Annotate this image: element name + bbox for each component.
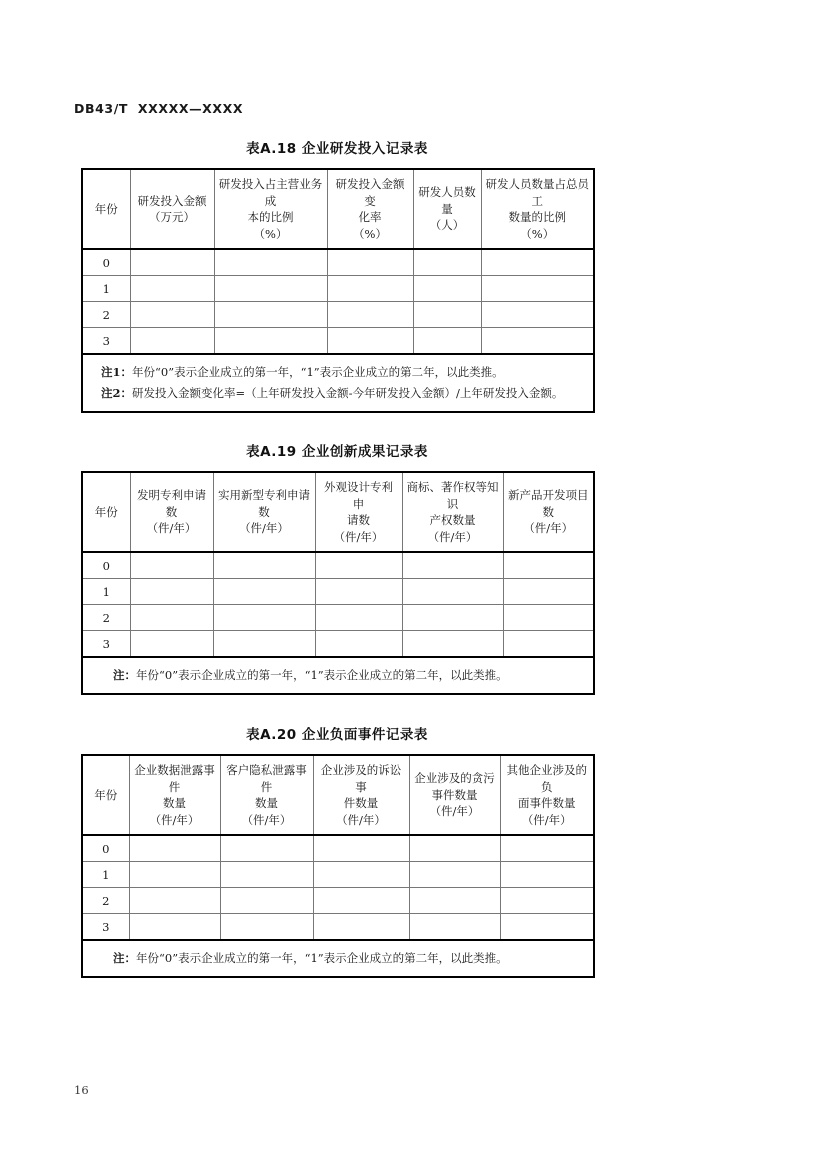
cell-input[interactable] [503,579,594,605]
col-header-rd-staff-ratio: 研发人员数量占总员工 数量的比例 （%） [481,169,594,249]
cell-input[interactable] [500,862,594,888]
table-a20-footer [82,940,594,977]
cell-year: 1 [82,579,130,605]
cell-input[interactable] [327,249,413,276]
cell-input[interactable] [409,888,500,914]
cell-input[interactable] [327,276,413,302]
cell-input[interactable] [315,631,402,658]
cell-input[interactable] [503,605,594,631]
cell-input[interactable] [130,302,214,328]
cell-input[interactable] [313,862,409,888]
cell-input[interactable] [313,835,409,862]
table-a20-header [82,755,594,835]
cell-input[interactable] [413,328,481,355]
note-line: 注2：研发投入金额变化率=（上年研发投入金额-今年研发投入金额）/上年研发投入金额。 [101,386,564,400]
cell-input[interactable] [313,914,409,941]
cell-input[interactable] [500,835,594,862]
cell-input[interactable] [409,835,500,862]
cell-input[interactable] [220,914,313,941]
cell-input[interactable] [402,631,503,658]
cell-year: 3 [82,328,130,355]
table-row [82,552,594,579]
cell-input[interactable] [214,249,327,276]
cell-input[interactable] [500,888,594,914]
col-header-litigation-events: 企业涉及的诉讼事 件数量 （件/年） [313,755,409,835]
table-block-a20 [81,726,593,978]
table-a19-notes [82,657,594,694]
col-header-rd-staff-count: 研发人员数 量 （人） [413,169,481,249]
cell-input[interactable] [327,328,413,355]
header-row [82,755,594,835]
cell-year: 0 [82,552,130,579]
cell-input[interactable] [130,605,213,631]
table-a18-notes [82,354,594,412]
table-row [82,888,594,914]
table-row [82,835,594,862]
note-line: 注：年份“0”表示企业成立的第一年，“1”表示企业成立的第二年，以此类推。 [113,668,508,682]
cell-year: 1 [82,862,129,888]
col-header-privacy-breach-events: 客户隐私泄露事件 数量 （件/年） [220,755,313,835]
cell-input[interactable] [129,888,220,914]
cell-input[interactable] [129,835,220,862]
col-header-corruption-events: 企业涉及的贪污 事件数量 （件/年） [409,755,500,835]
cell-input[interactable] [213,579,315,605]
table-title-a20: 表A.20 企业负面事件记录表 [246,727,428,743]
cell-input[interactable] [315,552,402,579]
col-header-ip-rights: 商标、著作权等知识 产权数量 （件/年） [402,472,503,552]
cell-year: 2 [82,302,130,328]
cell-input[interactable] [129,914,220,941]
table-block-a19 [81,443,593,695]
table-row [82,328,594,355]
cell-input[interactable] [481,328,594,355]
cell-input[interactable] [313,888,409,914]
cell-input[interactable] [129,862,220,888]
table-a19 [81,471,595,695]
col-header-year: 年份 [82,169,130,249]
cell-year: 3 [82,631,130,658]
cell-input[interactable] [220,862,313,888]
table-a20-body [82,835,594,940]
cell-input[interactable] [130,249,214,276]
standard-header-code: DB43/T XXXXX—XXXX [74,101,244,116]
table-row [82,631,594,658]
cell-input[interactable] [220,888,313,914]
cell-input[interactable] [213,605,315,631]
header-row [82,169,594,249]
table-a19-footer [82,657,594,694]
col-header-year: 年份 [82,755,129,835]
cell-year: 0 [82,835,129,862]
col-header-invention-patents: 发明专利申请数 （件/年） [130,472,213,552]
col-header-year: 年份 [82,472,130,552]
col-header-utility-model-patents: 实用新型专利申请数 （件/年） [213,472,315,552]
table-a20-notes [82,940,594,977]
table-a20 [81,754,595,978]
table-a18-footer [82,354,594,412]
cell-input[interactable] [214,302,327,328]
cell-input[interactable] [214,328,327,355]
cell-year: 3 [82,914,129,941]
cell-input[interactable] [315,579,402,605]
cell-input[interactable] [402,579,503,605]
table-row [82,579,594,605]
cell-input[interactable] [409,862,500,888]
page-number: 16 [74,1083,89,1097]
header-row [82,472,594,552]
cell-input[interactable] [220,835,313,862]
cell-input[interactable] [413,276,481,302]
col-header-rd-change-rate: 研发投入金额变 化率 （%） [327,169,413,249]
cell-input[interactable] [327,302,413,328]
table-title-a18: 表A.18 企业研发投入记录表 [246,141,428,157]
col-header-rd-cost-ratio: 研发投入占主营业务成 本的比例 （%） [214,169,327,249]
cell-input[interactable] [409,914,500,941]
cell-input[interactable] [413,249,481,276]
table-title-a19: 表A.19 企业创新成果记录表 [246,444,428,460]
cell-input[interactable] [481,276,594,302]
cell-input[interactable] [402,605,503,631]
cell-input[interactable] [481,302,594,328]
col-header-new-product-projects: 新产品开发项目数 （件/年） [503,472,594,552]
cell-input[interactable] [481,249,594,276]
table-a18 [81,168,595,413]
col-header-design-patents: 外观设计专利申 请数 （件/年） [315,472,402,552]
col-header-data-breach-events: 企业数据泄露事件 数量 （件/年） [129,755,220,835]
cell-year: 2 [82,888,129,914]
note-line: 注：年份“0”表示企业成立的第一年，“1”表示企业成立的第二年，以此类推。 [113,951,508,965]
cell-input[interactable] [213,631,315,658]
cell-input[interactable] [130,328,214,355]
cell-input[interactable] [130,276,214,302]
cell-input[interactable] [500,914,594,941]
cell-input[interactable] [130,631,213,658]
table-a18-header [82,169,594,249]
cell-input[interactable] [315,605,402,631]
table-a18-body [82,249,594,354]
table-block-a18 [81,140,593,413]
cell-input[interactable] [413,302,481,328]
cell-input[interactable] [402,552,503,579]
cell-input[interactable] [503,631,594,658]
cell-year: 1 [82,276,130,302]
cell-input[interactable] [130,552,213,579]
cell-year: 0 [82,249,130,276]
col-header-rd-amount: 研发投入金额 （万元） [130,169,214,249]
cell-input[interactable] [503,552,594,579]
table-row [82,276,594,302]
note-line: 注1：年份“0”表示企业成立的第一年，“1”表示企业成立的第二年，以此类推。 [101,365,504,379]
cell-input[interactable] [213,552,315,579]
table-row [82,605,594,631]
table-row [82,862,594,888]
table-row [82,249,594,276]
table-row [82,302,594,328]
table-a19-header [82,472,594,552]
cell-year: 2 [82,605,130,631]
cell-input[interactable] [214,276,327,302]
table-row [82,914,594,941]
col-header-other-negative-events: 其他企业涉及的负 面事件数量 （件/年） [500,755,594,835]
table-a19-body [82,552,594,657]
cell-input[interactable] [130,579,213,605]
